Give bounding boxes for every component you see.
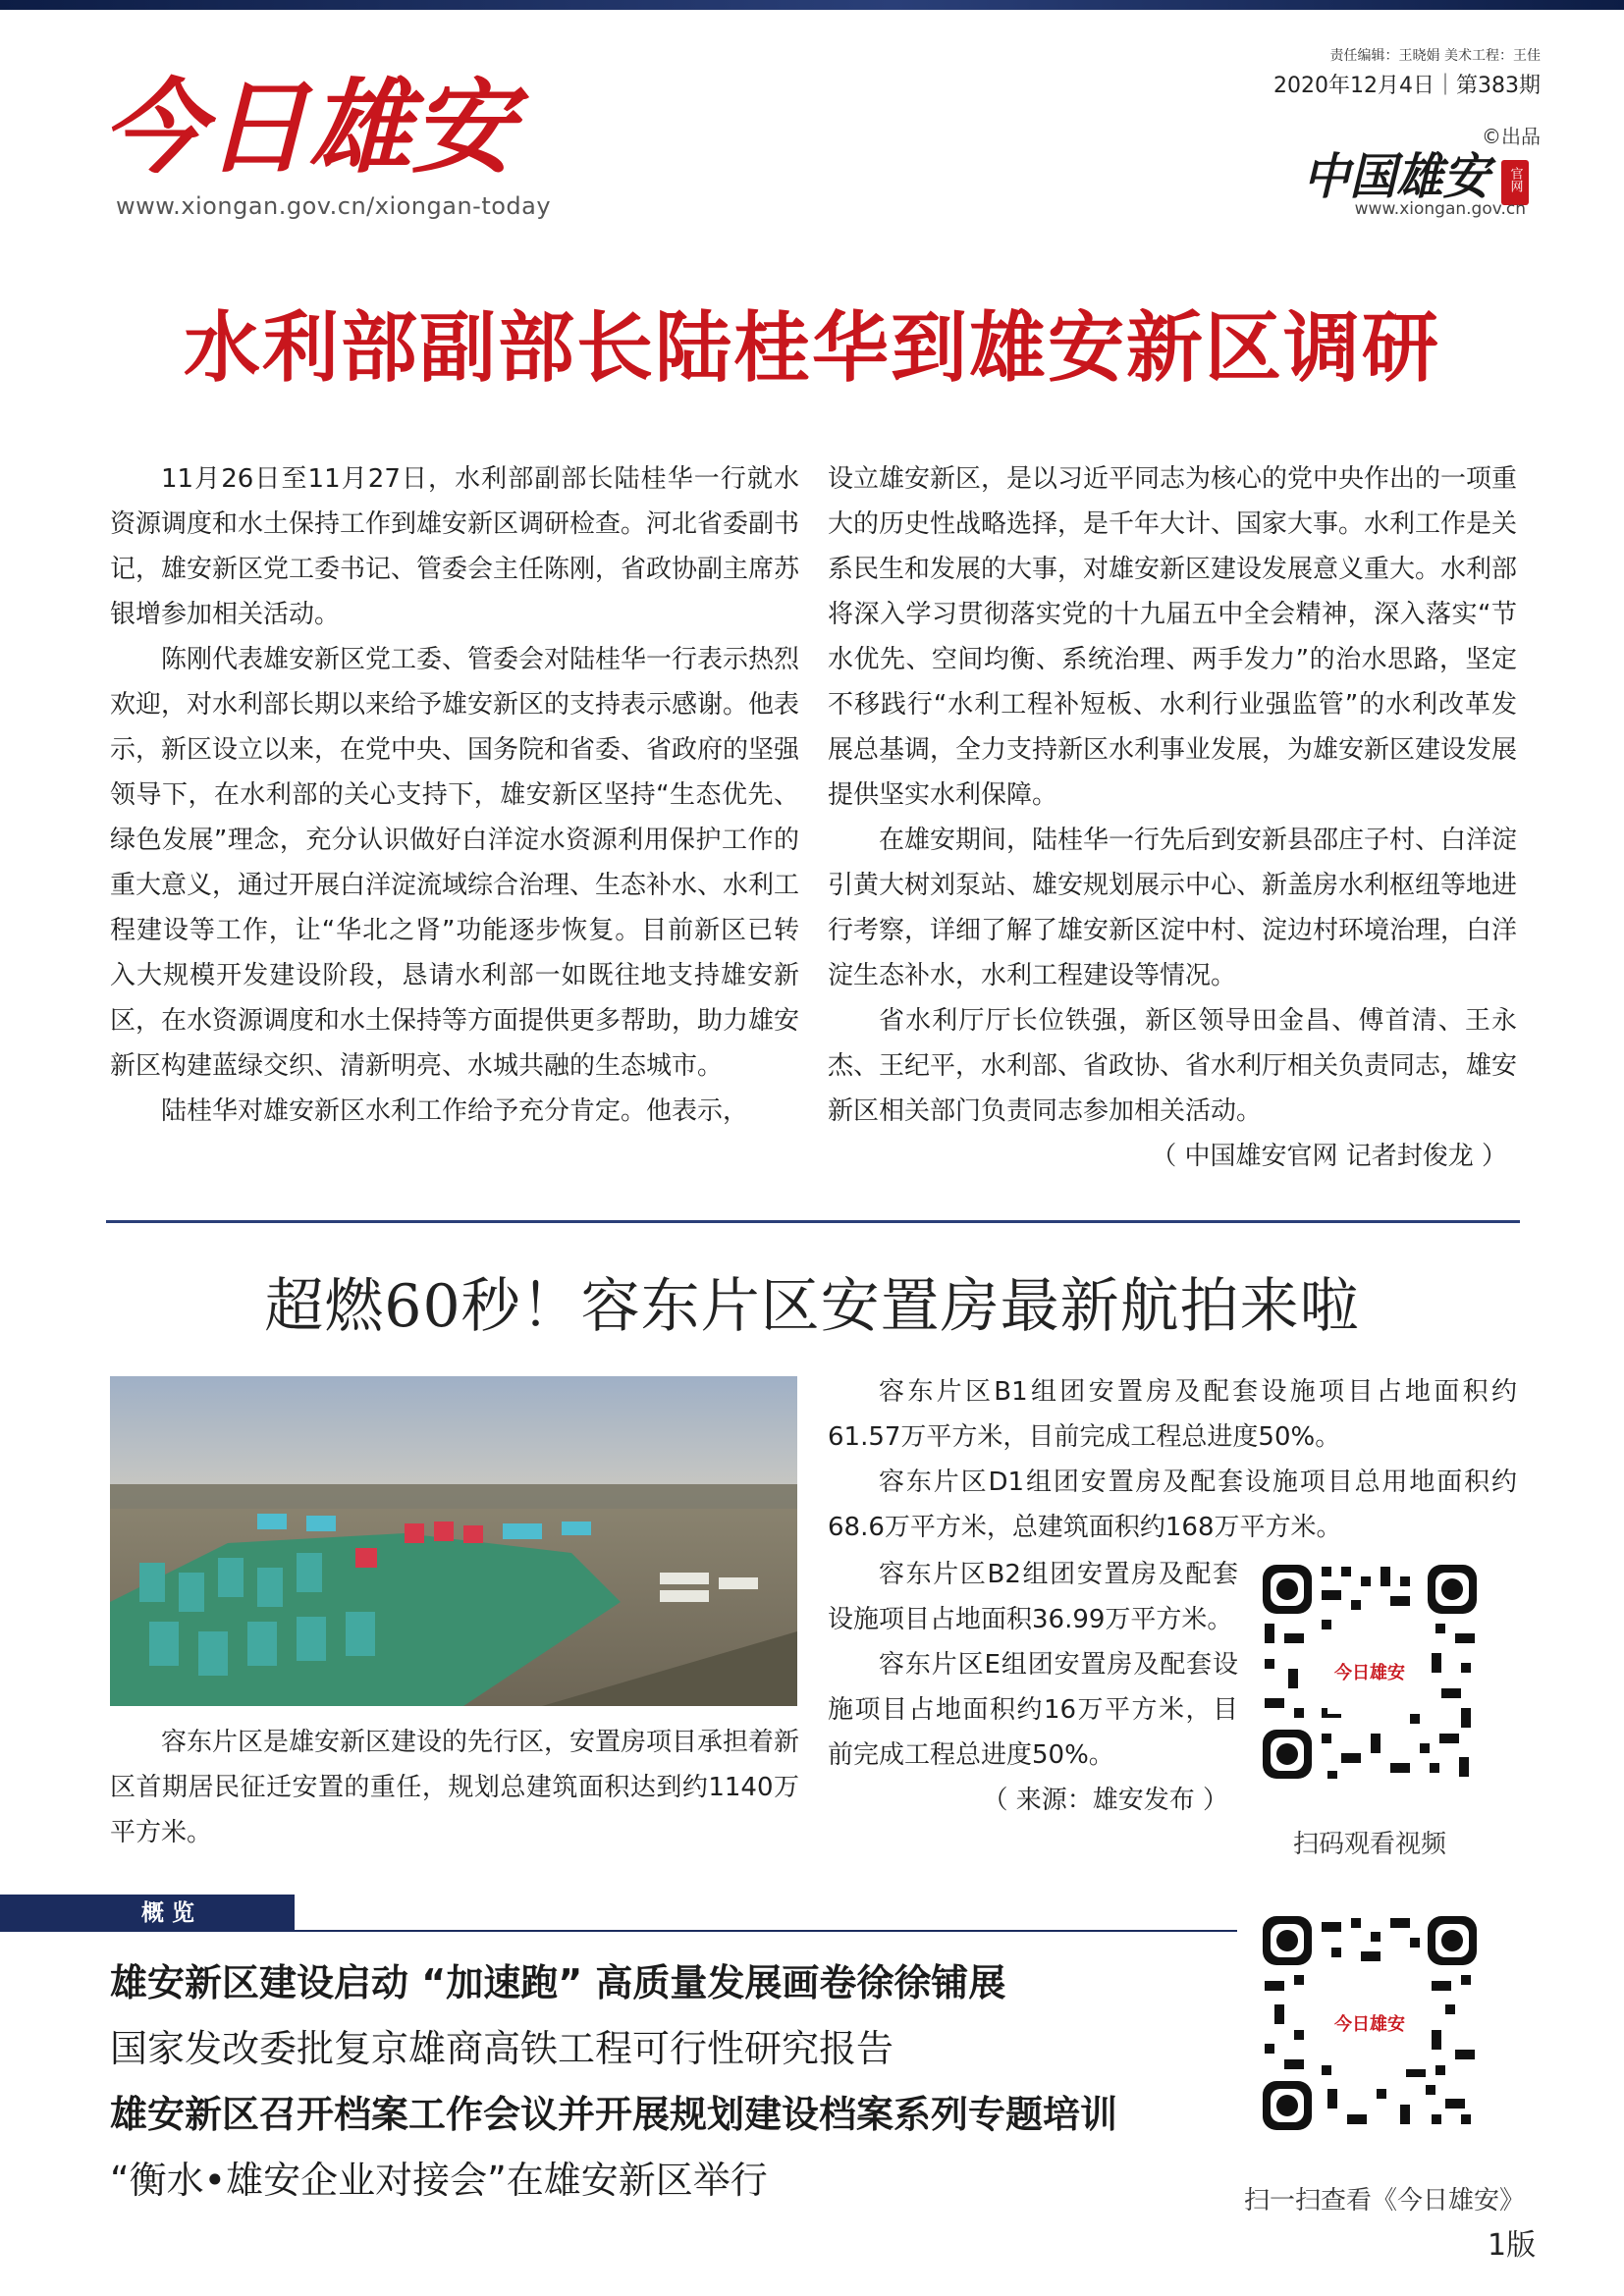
article-paragraph: 在雄安期间，陆桂华一行先后到安新县邵庄子村、白洋淀引黄大树刘泵站、雄安规划展示中心、新盖房水利枢纽等地进行考察，详细了解了雄安新区淀中村、淀边村环境治理，白洋淀生态补水，水利工程建设等情况。	[828, 826, 1518, 990]
aerial-photo[interactable]	[110, 1376, 797, 1706]
overview-tab: 概览	[0, 1895, 295, 1932]
issue-date: 2020年12月4日｜第383期	[1273, 74, 1541, 98]
article-source: （ 中国雄安官网 记者封俊龙 ）	[1151, 1142, 1507, 1171]
brand-seal-text: 官网	[1507, 167, 1523, 192]
article-paragraph: 容东片区E组团安置房及配套设施项目占地面积约16万平方米，目前完成工程总进度50%。	[828, 1650, 1238, 1770]
masthead-title: 今日雄安	[102, 67, 530, 185]
second-headline: 超燃60秒！容东片区安置房最新航拍来啦	[264, 1272, 1360, 1341]
overview-item[interactable]: 国家发改委批复京雄商高铁工程可行性研究报告	[110, 2027, 894, 2070]
article-paragraph: 容东片区B2组团安置房及配套设施项目占地面积36.99万平方米。	[828, 1560, 1238, 1634]
article-paragraph: 容东片区B1组团安置房及配套设施项目占地面积约61.57万平方米，目前完成工程总进度50%。	[828, 1377, 1517, 1452]
overview-item[interactable]: 雄安新区建设启动 “加速跑” 高质量发展画卷徐徐铺展	[110, 1961, 1006, 2004]
article-source: （ 来源：雄安发布 ）	[982, 1786, 1228, 1815]
masthead-logo	[98, 57, 530, 185]
overview-item[interactable]: 雄安新区召开档案工作会议并开展规划建设档案系列专题培训	[110, 2093, 1118, 2136]
qr-label: 今日雄安	[1334, 2014, 1405, 2035]
editor-credits: 责任编辑：王晓娟 美术工程：王佳	[1329, 48, 1541, 64]
overview-line	[295, 1930, 1237, 1932]
second-article-bottom	[828, 1552, 1238, 1823]
overview-item[interactable]: “衡水•雄安企业对接会”在雄安新区举行	[110, 2159, 768, 2202]
publication-qr-code[interactable]	[1259, 1912, 1481, 2134]
main-headline: 水利部副部长陆桂华到雄安新区调研	[183, 304, 1440, 393]
qr-caption-publication: 扫一扫查看《今日雄安》	[1243, 2186, 1525, 2216]
producer-label: ©出品	[1482, 125, 1541, 148]
article-paragraph: 容东片区D1组团安置房及配套设施项目总用地面积约68.6万平方米，总建筑面积约168万平方米。	[828, 1468, 1517, 1542]
main-article-column-2	[828, 456, 1517, 1179]
masthead-url[interactable]: www.xiongan.gov.cn/xiongan-today	[116, 192, 552, 220]
overview-list	[110, 1958, 1239, 2221]
article-paragraph: 陈刚代表雄安新区党工委、管委会对陆桂华一行表示热烈欢迎，对水利部长期以来给予雄安新区的支持表示感谢。他表示，新区设立以来，在党中央、国务院和省委、省政府的坚强领导下，在水利部的关心支持下，雄安新区坚持“生态优先、绿色发展”理念，充分认识做好白洋淀水资源利用保护工作的重大意义，通过开展白洋淀流域综合治理、生态补水、水利工程建设等工作，让“华北之肾”功能逐步恢复。目前新区已转入大规模开发建设阶段，恳请水利部一如既往地支持雄安新区，在水资源调度和水土保持等方面提供更多帮助，助力雄安新区构建蓝绿交织、清新明亮、水城共融的生态城市。	[110, 645, 800, 1081]
qr-label: 今日雄安	[1334, 1663, 1405, 1683]
top-border	[0, 0, 1624, 10]
qr-caption-video: 扫码观看视频	[1292, 1830, 1446, 1859]
photo-caption	[110, 1720, 799, 1855]
page-number: 1版	[1488, 2228, 1537, 2263]
brand-name: 中国雄安	[1303, 147, 1497, 205]
caption-text: 容东片区是雄安新区建设的先行区，安置房项目承担着新区首期居民征迁安置的重任，规划总建筑面积达到约1140万平方米。	[110, 1728, 800, 1847]
video-qr-code[interactable]	[1259, 1561, 1481, 1783]
section-divider	[106, 1220, 1520, 1223]
article-paragraph: 省水利厅厅长位铁强，新区领导田金昌、傅首清、王永杰、王纪平，水利部、省政协、省水利厅相关负责同志，雄安新区相关部门负责同志参加相关活动。	[828, 1006, 1518, 1126]
article-paragraph: 11月26日至11月27日，水利部副部长陆桂华一行就水资源调度和水土保持工作到雄安新区调研检查。河北省委副书记，雄安新区党工委书记、管委会主任陈刚，省政协副主席苏银增参加相关活动。	[110, 464, 800, 629]
brand-url[interactable]: www.xiongan.gov.cn	[1354, 199, 1526, 219]
article-paragraph: 陆桂华对雄安新区水利工作给予充分肯定。他表示，	[161, 1096, 749, 1126]
second-article-top	[828, 1369, 1517, 1550]
main-article-column-1	[110, 456, 799, 1134]
article-paragraph: 设立雄安新区，是以习近平同志为核心的党中央作出的一项重大的历史性战略选择，是千年大计、国家大事。水利工作是关系民生和发展的大事，对雄安新区建设发展意义重大。水利部将深入学习贯彻落实党的十九届五中全会精神，深入落实“节水优先、空间均衡、系统治理、两手发力”的治水思路，坚定不移践行“水利工程补短板、水利行业强监管”的水利改革发展总基调，全力支持新区水利事业发展，为雄安新区建设发展提供坚实水利保障。	[828, 464, 1518, 810]
